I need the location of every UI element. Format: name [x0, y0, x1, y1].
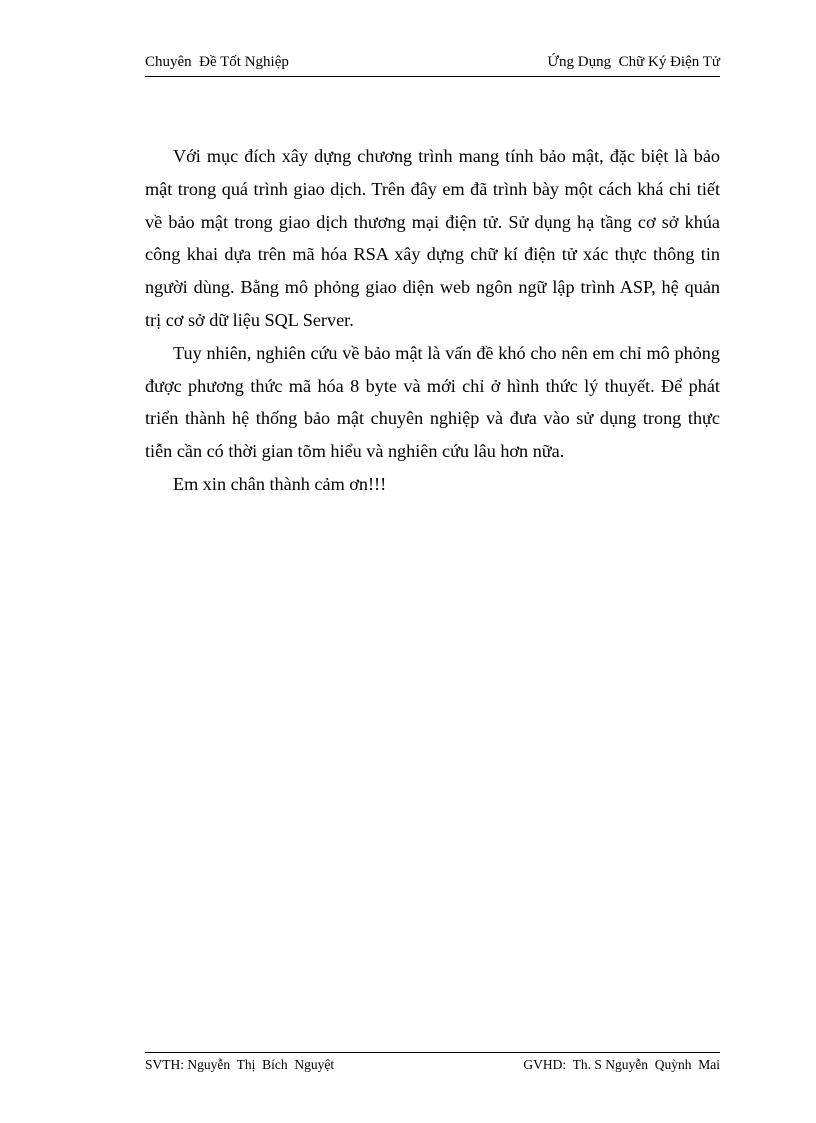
footer-student: SVTH: Nguyễn Thị Bích Nguyệt — [145, 1057, 335, 1072]
document-body — [145, 140, 720, 501]
header-topic-title: Ứng Dụng Chữ Ký Điện Tử — [547, 54, 720, 70]
paragraph-thanks: Em xin chân thành cảm ơn!!! — [173, 473, 387, 494]
page-footer — [145, 1052, 720, 1072]
footer-supervisor: GVHD: Th. S Nguyễn Quỳnh Mai — [523, 1057, 720, 1072]
header-course-title: Chuyên Đề Tốt Nghiệp — [145, 54, 289, 70]
paragraph-conclusion: Với mục đích xây dựng chương trình mang tính bảo mật, đặc biệt là bảo mật trong quá trình giao dịch. Trên đây em đã trình bày một cách khá chi tiết về bảo mật trong giao dịch thương mại điện tử. Sử dụng hạ tầng cơ sở khúa công khai dựa trên mã hóa RSA xây dựng chữ kí điện tử xác thực thông tin người dùng. Bằng mô phỏng giao diện web ngôn ngữ lập trình ASP, hệ quản trị cơ sở dữ liệu SQL Server. — [145, 146, 720, 330]
page-header — [145, 52, 720, 77]
paragraph-limitations: Tuy nhiên, nghiên cứu về bảo mật là vấn đề khó cho nên em chỉ mô phỏng được phương thức mã hóa 8 byte và mới chỉ ở hình thức lý thuyết. Để phát triển thành hệ thống bảo mật chuyên nghiệp và đưa vào sử dụng trong thực tiễn cần có thời gian tõm hiểu và nghiên cứu lâu hơn nữa. — [145, 342, 720, 462]
